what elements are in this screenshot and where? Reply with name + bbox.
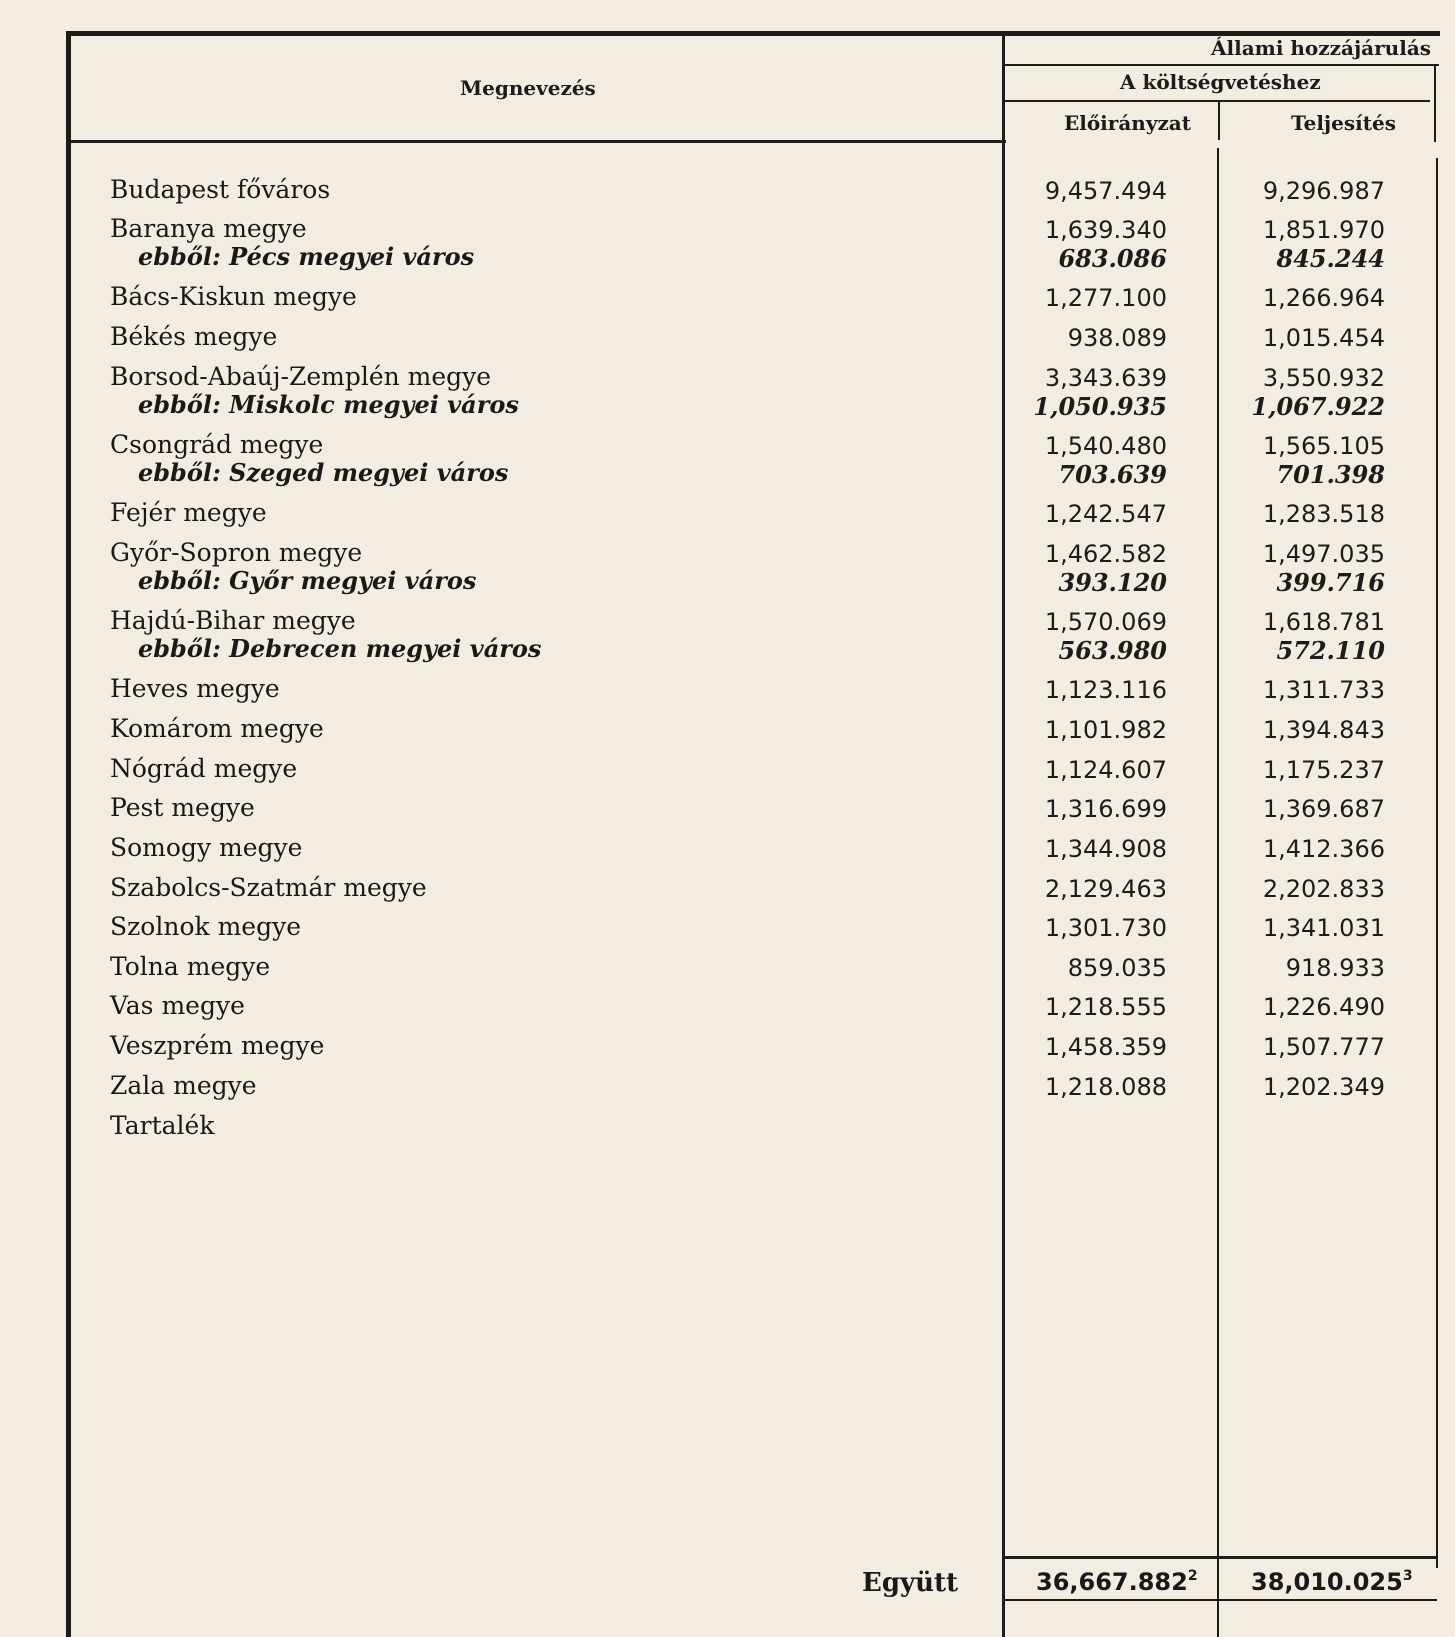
row-label: Somogy megye xyxy=(110,833,303,862)
row-label: Szabolcs-Szatmár megye xyxy=(110,873,427,902)
row-label: Győr-Sopron megye xyxy=(110,538,363,567)
header-bottom-rule xyxy=(68,140,1006,143)
row-plan-value: 859.035 xyxy=(1067,954,1167,982)
col-divider-main xyxy=(1002,36,1005,1637)
row-label: ebből: Debrecen megyei város xyxy=(138,634,542,663)
row-plan-value: 9,457.494 xyxy=(1044,177,1167,205)
row-plan-value: 1,123.116 xyxy=(1044,676,1167,704)
header-allami-hozzajarulas: Állami hozzájárulás xyxy=(1211,36,1432,60)
row-label: Budapest főváros xyxy=(110,175,331,204)
total-actual-footnote: 3 xyxy=(1402,1568,1413,1584)
row-plan-value: 683.086 xyxy=(1058,244,1167,273)
row-label: Komárom megye xyxy=(110,714,324,743)
row-plan-value: 3,343.639 xyxy=(1044,364,1167,392)
row-actual-value: 1,412.366 xyxy=(1262,835,1385,863)
total-plan-footnote: 2 xyxy=(1187,1568,1198,1584)
row-plan-value: 1,344.908 xyxy=(1044,835,1167,863)
row-actual-value: 918.933 xyxy=(1285,954,1385,982)
row-actual-value: 701.398 xyxy=(1276,460,1385,489)
row-plan-value: 1,570.069 xyxy=(1044,608,1167,636)
row-actual-value: 9,296.987 xyxy=(1262,177,1385,205)
row-plan-value: 1,301.730 xyxy=(1044,914,1167,942)
row-plan-value: 1,050.935 xyxy=(1033,392,1167,421)
row-plan-value: 703.639 xyxy=(1058,460,1167,489)
row-plan-value: 1,242.547 xyxy=(1044,500,1167,528)
row-plan-value: 1,458.359 xyxy=(1044,1033,1167,1061)
total-bottom-rule xyxy=(1005,1599,1437,1601)
row-label: Nógrád megye xyxy=(110,754,298,783)
row-actual-value: 1,311.733 xyxy=(1262,676,1385,704)
total-actual xyxy=(1251,1568,1413,1596)
row-plan-value: 1,218.088 xyxy=(1044,1073,1167,1101)
row-actual-value: 2,202.833 xyxy=(1262,875,1385,903)
row-actual-value: 1,507.777 xyxy=(1262,1033,1385,1061)
row-plan-value: 563.980 xyxy=(1058,636,1167,665)
row-label: Veszprém megye xyxy=(110,1031,325,1060)
row-plan-value: 1,124.607 xyxy=(1044,756,1167,784)
row-label: Zala megye xyxy=(110,1071,257,1100)
row-actual-value: 1,618.781 xyxy=(1262,608,1385,636)
col-divider-sub xyxy=(1218,102,1220,140)
row-label: ebből: Győr megyei város xyxy=(138,566,477,595)
row-label: Tolna megye xyxy=(110,952,271,981)
row-label: Békés megye xyxy=(110,322,278,351)
row-actual-value: 1,266.964 xyxy=(1262,284,1385,312)
row-label: Tartalék xyxy=(110,1111,215,1140)
header-eloiranyzat: Előirányzat xyxy=(1064,111,1191,135)
row-actual-value: 1,497.035 xyxy=(1262,540,1385,568)
row-plan-value: 1,639.340 xyxy=(1044,216,1167,244)
row-actual-value: 1,369.687 xyxy=(1262,795,1385,823)
row-label: Borsod-Abaúj-Zemplén megye xyxy=(110,362,492,391)
row-actual-value: 572.110 xyxy=(1276,636,1385,665)
left-border xyxy=(66,31,71,1637)
total-actual-value: 38,010.025 xyxy=(1251,1568,1403,1596)
row-label: Szolnok megye xyxy=(110,912,302,941)
row-actual-value: 1,851.970 xyxy=(1262,216,1385,244)
row-actual-value: 1,175.237 xyxy=(1262,756,1385,784)
row-plan-value: 393.120 xyxy=(1058,568,1167,597)
total-top-rule xyxy=(1005,1556,1437,1559)
row-actual-value: 1,226.490 xyxy=(1262,993,1385,1021)
right-border-header xyxy=(1434,66,1436,142)
row-label: ebből: Szeged megyei város xyxy=(138,458,509,487)
row-label: Heves megye xyxy=(110,674,280,703)
row-label: Fejér megye xyxy=(110,498,267,527)
row-label: Baranya megye xyxy=(110,214,307,243)
row-label: Bács-Kiskun megye xyxy=(110,282,357,311)
right-border-body xyxy=(1436,158,1438,1568)
row-plan-value: 2,129.463 xyxy=(1044,875,1167,903)
row-actual-value: 1,067.922 xyxy=(1251,392,1385,421)
row-plan-value: 1,101.982 xyxy=(1044,716,1167,744)
total-plan-value: 36,667.882 xyxy=(1036,1568,1188,1596)
col-divider-sub-body xyxy=(1217,148,1219,1556)
row-label: Hajdú-Bihar megye xyxy=(110,606,356,635)
row-actual-value: 1,341.031 xyxy=(1262,914,1385,942)
row-actual-value: 1,283.518 xyxy=(1262,500,1385,528)
row-plan-value: 1,218.555 xyxy=(1044,993,1167,1021)
row-actual-value: 1,015.454 xyxy=(1262,324,1385,352)
row-label: ebből: Miskolc megyei város xyxy=(138,390,519,419)
row-actual-value: 845.244 xyxy=(1276,244,1385,273)
total-plan xyxy=(1036,1568,1198,1596)
row-label: ebből: Pécs megyei város xyxy=(138,242,475,271)
row-label: Vas megye xyxy=(110,991,245,1020)
total-label: Együtt xyxy=(862,1568,959,1598)
header-teljesites: Teljesítés xyxy=(1291,111,1396,135)
row-actual-value: 3,550.932 xyxy=(1262,364,1385,392)
row-actual-value: 1,394.843 xyxy=(1262,716,1385,744)
row-plan-value: 938.089 xyxy=(1067,324,1167,352)
col-divider-total xyxy=(1217,1559,1219,1637)
row-actual-value: 1,565.105 xyxy=(1262,432,1385,460)
header-koltsegvetes: A költségvetéshez xyxy=(1120,70,1321,94)
row-plan-value: 1,462.582 xyxy=(1044,540,1167,568)
rule-under-allami xyxy=(1005,64,1439,66)
row-plan-value: 1,277.100 xyxy=(1044,284,1167,312)
row-actual-value: 399.716 xyxy=(1276,568,1385,597)
row-plan-value: 1,316.699 xyxy=(1044,795,1167,823)
row-label: Pest megye xyxy=(110,793,255,822)
header-megnevezes: Megnevezés xyxy=(460,76,596,100)
row-actual-value: 1,202.349 xyxy=(1262,1073,1385,1101)
row-plan-value: 1,540.480 xyxy=(1044,432,1167,460)
row-label: Csongrád megye xyxy=(110,430,324,459)
